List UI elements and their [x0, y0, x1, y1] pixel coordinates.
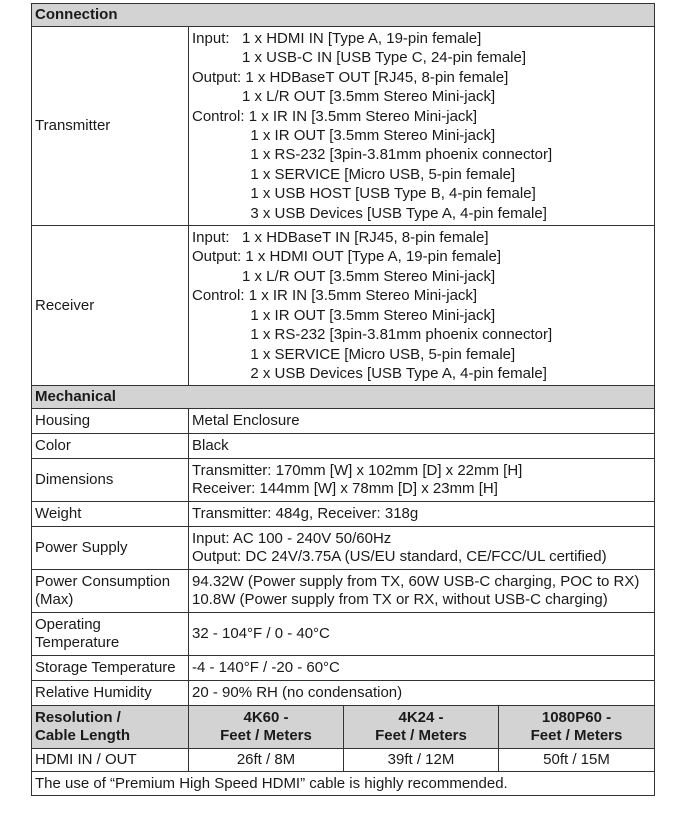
housing-value: Metal Enclosure: [189, 409, 655, 434]
storage-temp-row: [32, 656, 655, 681]
power-supply-label: Power Supply: [32, 527, 189, 570]
resolution-col-4k24-line2: Feet / Meters: [375, 727, 467, 745]
power-consumption-line1: 94.32W (Power supply from TX, 60W USB-C charging, POC to RX): [192, 573, 640, 591]
resolution-col-4k60: [189, 706, 344, 749]
port-line: Input: 1 x HDMI IN [Type A, 19-pin female]: [192, 30, 482, 47]
weight-label: Weight: [32, 502, 189, 527]
cable-note-row: [32, 772, 655, 796]
storage-temp-label: Storage Temperature: [32, 656, 189, 681]
port-line: Input: 1 x HDBaseT IN [RJ45, 8-pin female]: [192, 229, 489, 247]
hdmi-1080p60-length: 50ft / 15M: [499, 749, 655, 772]
dimensions-rx: Receiver: 144mm [W] x 78mm [D] x 23mm [H]: [192, 480, 498, 498]
color-row: [32, 434, 655, 459]
hdmi-cable-length-row: [32, 749, 655, 772]
operating-temp-label-line1: Operating: [35, 616, 101, 634]
color-value: Black: [189, 434, 655, 459]
port-line: 1 x SERVICE [Micro USB, 5-pin female]: [192, 165, 516, 183]
housing-row: [32, 409, 655, 434]
weight-value: Transmitter: 484g, Receiver: 318g: [189, 502, 655, 527]
dimensions-tx: Transmitter: 170mm [W] x 102mm [D] x 22mm [H]: [192, 462, 523, 480]
port-line: 1 x USB HOST [USB Type B, 4-pin female]: [192, 185, 536, 203]
power-consumption-value: [189, 570, 655, 613]
port-line: 1 x L/R OUT [3.5mm Stereo Mini-jack]: [192, 88, 496, 106]
connection-heading: Connection: [32, 4, 655, 27]
resolution-header-line2: Cable Length: [35, 727, 131, 745]
port-line: 1 x IR OUT [3.5mm Stereo Mini-jack]: [192, 127, 496, 145]
port-line: 2 x USB Devices [USB Type A, 4-pin female]: [192, 364, 547, 382]
cable-note: The use of “Premium High Speed HDMI” cable is highly recommended.: [32, 772, 655, 796]
dimensions-label: Dimensions: [32, 459, 189, 502]
power-consumption-label-line2: (Max): [35, 591, 74, 609]
hdmi-row-label: HDMI IN / OUT: [32, 749, 189, 772]
operating-temp-label: [32, 613, 189, 656]
dimensions-value: [189, 459, 655, 502]
port-line: 1 x RS-232 [3pin-3.81mm phoenix connector]: [192, 326, 553, 344]
power-supply-row: [32, 527, 655, 570]
power-supply-output: Output: DC 24V/3.75A (US/EU standard, CE/FCC/UL certified): [192, 548, 607, 566]
port-line: 1 x SERVICE [Micro USB, 5-pin female]: [192, 345, 516, 363]
resolution-col-4k24-line1: 4K24 -: [398, 709, 444, 727]
port-line: Output: 1 x HDMI OUT [Type A, 19-pin female]: [192, 248, 502, 266]
port-line: Control: 1 x IR IN [3.5mm Stereo Mini-jack]: [192, 287, 478, 305]
hdmi-4k24-length: 39ft / 12M: [344, 749, 499, 772]
power-consumption-label-line1: Power Consumption: [35, 573, 171, 591]
humidity-label: Relative Humidity: [32, 681, 189, 706]
port-line: Control: 1 x IR IN [3.5mm Stereo Mini-jack]: [192, 107, 478, 125]
spec-table: [31, 3, 655, 796]
power-consumption-line2: 10.8W (Power supply from TX or RX, without USB-C charging): [192, 591, 608, 609]
power-supply-input: Input: AC 100 - 240V 50/60Hz: [192, 530, 392, 548]
port-line: 1 x L/R OUT [3.5mm Stereo Mini-jack]: [192, 267, 496, 285]
transmitter-ports: [189, 27, 655, 226]
resolution-header-row: [32, 706, 655, 749]
receiver-ports: [189, 226, 655, 386]
resolution-col-1080p60-line2: Feet / Meters: [530, 727, 623, 745]
resolution-col-1080p60-line1: 1080P60 -: [541, 709, 612, 727]
operating-temp-label-line2: Temperature: [35, 634, 120, 652]
operating-temp-row: [32, 613, 655, 656]
mechanical-section-header: [32, 386, 655, 409]
resolution-col-1080p60: [499, 706, 655, 749]
power-consumption-row: [32, 570, 655, 613]
receiver-row: [32, 226, 655, 386]
weight-row: [32, 502, 655, 527]
port-line: Output: 1 x HDBaseT OUT [RJ45, 8-pin female]: [192, 68, 509, 86]
port-line: 1 x RS-232 [3pin-3.81mm phoenix connector]: [192, 146, 553, 164]
resolution-col-4k24: [344, 706, 499, 749]
color-label: Color: [32, 434, 189, 459]
housing-label: Housing: [32, 409, 189, 434]
storage-temp-value: -4 - 140°F / -20 - 60°C: [189, 656, 655, 681]
humidity-value: 20 - 90% RH (no condensation): [189, 681, 655, 706]
dimensions-row: [32, 459, 655, 502]
resolution-col-4k60-line2: Feet / Meters: [220, 727, 312, 745]
resolution-col-4k60-line1: 4K60 -: [243, 709, 289, 727]
port-line: 3 x USB Devices [USB Type A, 4-pin female]: [192, 204, 547, 222]
resolution-header-line1: Resolution /: [35, 709, 121, 727]
resolution-header-label: [32, 706, 189, 749]
power-consumption-label: [32, 570, 189, 613]
receiver-label: Receiver: [32, 226, 189, 386]
power-supply-value: [189, 527, 655, 570]
hdmi-4k60-length: 26ft / 8M: [189, 749, 344, 772]
operating-temp-value: 32 - 104°F / 0 - 40°C: [189, 613, 655, 656]
port-line: 1 x USB-C IN [USB Type C, 24-pin female]: [192, 49, 527, 67]
humidity-row: [32, 681, 655, 706]
connection-section-header: [32, 4, 655, 27]
mechanical-heading: Mechanical: [32, 386, 655, 409]
port-line: 1 x IR OUT [3.5mm Stereo Mini-jack]: [192, 306, 496, 324]
transmitter-row: [32, 27, 655, 226]
transmitter-label: Transmitter: [32, 27, 189, 226]
